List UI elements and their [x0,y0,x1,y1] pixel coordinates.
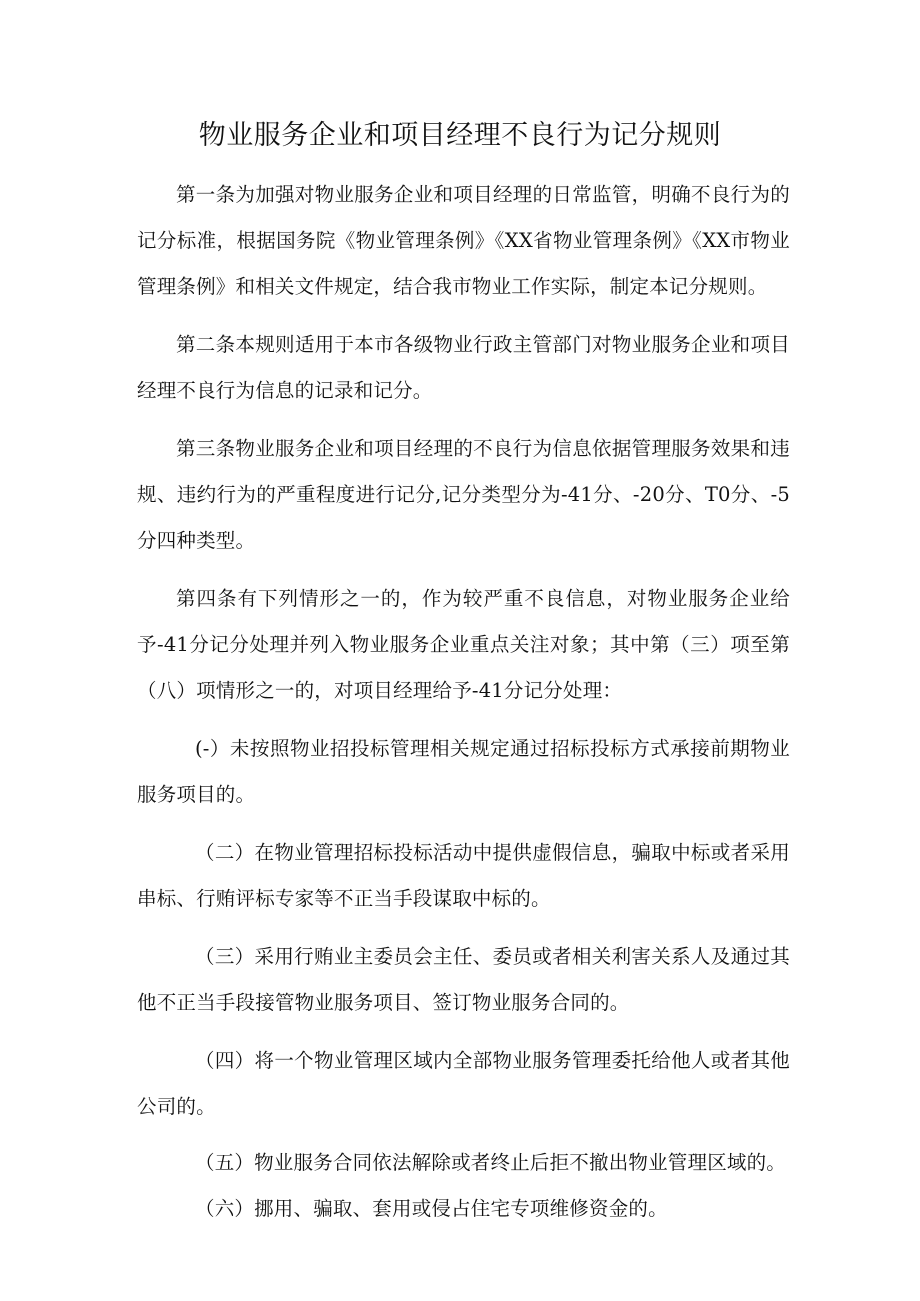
article-4-item-3: （三）采用行贿业主委员会主任、委员或者相关利害关系人及通过其他不正当手段接管物业服务项目、签订物业服务合同的。 [137,945,790,1014]
article-2: 第二条本规则适用于本市各级物业行政主管部门对物业服务企业和项目经理不良行为信息的记录和记分。 [137,333,790,402]
article-4-item-1: (-）未按照物业招投标管理相关规定通过招标投标方式承接前期物业服务项目的。 [137,737,790,806]
document-body [137,172,790,1232]
article-4-item-2: （二）在物业管理招标投标活动中提供虚假信息，骗取中标或者采用串标、行贿评标专家等不正当手段谋取中标的。 [137,841,790,910]
article-4: 第四条有下列情形之一的，作为较严重不良信息，对物业服务企业给予-41分记分处理并列入物业服务企业重点关注对象；其中第（三）项至第（八）项情形之一的，对项目经理给予-41分记分处理： [137,587,790,702]
article-4-item-4: （四）将一个物业管理区域内全部物业服务管理委托给他人或者其他公司的。 [137,1049,790,1118]
document-title: 物业服务企业和项目经理不良行为记分规则 [198,120,722,151]
article-1: 第一条为加强对物业服务企业和项目经理的日常监管，明确不良行为的记分标准，根据国务院《物业管理条例》《XX省物业管理条例》《XX市物业管理条例》和相关文件规定，结合我市物业工作实际，制定本记分规则。 [137,183,790,298]
article-3: 第三条物业服务企业和项目经理的不良行为信息依据管理服务效果和违规、违约行为的严重程度进行记分,记分类型分为-41分、-20分、T0分、-5分四种类型。 [137,437,790,552]
article-4-item-5: （五）物业服务合同依法解除或者终止后拒不撤出物业管理区域的。 [195,1151,787,1174]
article-4-item-6: （六）挪用、骗取、套用或侵占住宅专项维修资金的。 [195,1197,668,1220]
